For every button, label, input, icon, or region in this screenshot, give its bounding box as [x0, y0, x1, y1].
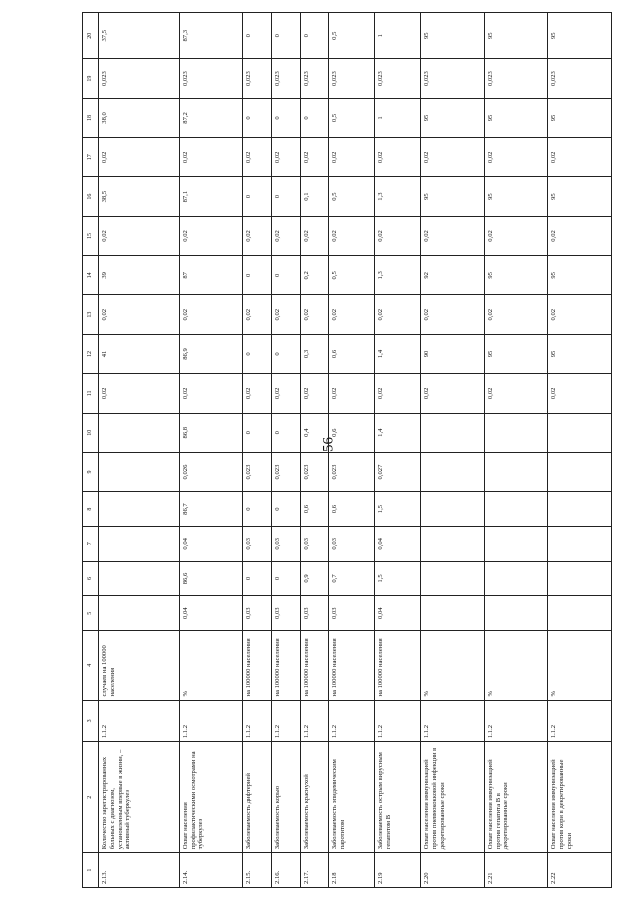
table-cell: 1.1.2 — [329, 700, 375, 742]
table-cell: 95 — [484, 177, 547, 216]
table-cell: 1.1.2 — [300, 700, 329, 742]
table-cell: 95 — [484, 334, 547, 373]
table-cell: 0,03 — [243, 526, 272, 561]
table-cell — [548, 452, 612, 491]
table-cell: 95 — [548, 98, 612, 137]
table-cell: 0,023 — [300, 452, 329, 491]
column-number-cell: 20 — [83, 13, 99, 59]
table-cell — [484, 526, 547, 561]
table-cell: 0,023 — [329, 452, 375, 491]
table-cell: 2.18 — [329, 853, 375, 888]
table-cell: 0,04 — [375, 596, 421, 631]
table-cell: 0,02 — [484, 138, 547, 177]
table-cell: 1.1.2 — [179, 700, 242, 742]
table-cell: 0,02 — [179, 216, 242, 255]
table-cell: 39 — [99, 256, 180, 295]
table-cell: % — [421, 631, 484, 700]
table-cell: 0,1 — [300, 177, 329, 216]
table-row — [421, 13, 484, 888]
table-cell — [548, 413, 612, 452]
column-number-cell: 15 — [83, 216, 99, 255]
table-cell: 0,6 — [329, 413, 375, 452]
table-cell: % — [484, 631, 547, 700]
table-cell: 0,02 — [179, 138, 242, 177]
column-number-cell: 17 — [83, 138, 99, 177]
table-cell: 0,02 — [300, 374, 329, 413]
column-number-cell: 12 — [83, 334, 99, 373]
table-cell — [99, 413, 180, 452]
table-cell: 2.14. — [179, 853, 242, 888]
table-cell: 0,02 — [99, 374, 180, 413]
table-cell: 1.1.2 — [99, 700, 180, 742]
table-cell: на 100000 населения — [375, 631, 421, 700]
table-cell: 0,023 — [272, 452, 301, 491]
table-cell: 0,03 — [329, 596, 375, 631]
table-row — [329, 13, 375, 888]
indicator-name-cell: Заболеваемость корью — [272, 742, 301, 853]
table-cell: 95 — [484, 256, 547, 295]
indicator-name-cell: Заболеваемость эпидемическим паротитом — [329, 742, 375, 853]
table-cell: 2.16. — [272, 853, 301, 888]
table-cell: 0,023 — [300, 59, 329, 98]
table-cell: 1,4 — [375, 334, 421, 373]
table-cell: 90 — [421, 334, 484, 373]
table-row — [548, 13, 612, 888]
table-cell: 0,02 — [375, 295, 421, 334]
table-header-row — [83, 13, 99, 888]
table-cell: на 100000 населения — [329, 631, 375, 700]
table-cell: 0,02 — [329, 295, 375, 334]
table-cell: 0,5 — [329, 13, 375, 59]
table-cell: 0,02 — [272, 138, 301, 177]
table-cell: 0,02 — [548, 374, 612, 413]
table-cell: 0,02 — [421, 138, 484, 177]
table-cell: 0,02 — [421, 295, 484, 334]
table-cell — [484, 596, 547, 631]
table-cell: 2.13. — [99, 853, 180, 888]
table-cell: 86,7 — [179, 492, 242, 527]
table-cell: 0,5 — [329, 256, 375, 295]
table-cell: 0 — [272, 492, 301, 527]
table-cell — [99, 492, 180, 527]
table-cell: 0 — [272, 413, 301, 452]
table-cell: 37,5 — [99, 13, 180, 59]
table-cell: 1,3 — [375, 177, 421, 216]
indicator-name-cell: Заболеваемость острым вирусным гепатитом В — [375, 742, 421, 853]
table-cell: 0 — [272, 177, 301, 216]
table-cell — [99, 452, 180, 491]
column-number-cell: 8 — [83, 492, 99, 527]
column-number-cell: 5 — [83, 596, 99, 631]
table-cell — [484, 413, 547, 452]
table-cell: 0,02 — [484, 295, 547, 334]
table-cell: 95 — [548, 256, 612, 295]
table-cell: 0,02 — [300, 138, 329, 177]
table-cell: 0,02 — [99, 216, 180, 255]
table-cell: 0,04 — [179, 526, 242, 561]
table-cell: 0,02 — [484, 374, 547, 413]
table-cell: 1.1.2 — [484, 700, 547, 742]
table-cell: % — [179, 631, 242, 700]
table-cell: 86,8 — [179, 413, 242, 452]
table-cell: 95 — [421, 98, 484, 137]
table-cell: 0,02 — [421, 374, 484, 413]
column-number-cell: 10 — [83, 413, 99, 452]
table-row — [99, 13, 180, 888]
table-cell: 0,6 — [329, 492, 375, 527]
table-cell: 2.19 — [375, 853, 421, 888]
table-cell — [99, 596, 180, 631]
table-cell: 87,1 — [179, 177, 242, 216]
table-cell: 0,02 — [300, 216, 329, 255]
table-cell: 0,02 — [375, 216, 421, 255]
table-cell: 0,023 — [375, 59, 421, 98]
column-number-cell: 14 — [83, 256, 99, 295]
table-cell: 86,9 — [179, 334, 242, 373]
table-cell: 0 — [243, 98, 272, 137]
table-cell: 0,02 — [243, 216, 272, 255]
column-number-cell: 6 — [83, 561, 99, 596]
table-cell: 0,03 — [272, 526, 301, 561]
table-row — [375, 13, 421, 888]
table-cell: 92 — [421, 256, 484, 295]
table-cell: 0 — [272, 13, 301, 59]
table-cell: % — [548, 631, 612, 700]
table-cell: 0,02 — [421, 216, 484, 255]
table-cell: 0,023 — [329, 59, 375, 98]
table-cell: 0,03 — [329, 526, 375, 561]
table-cell: 0 — [243, 177, 272, 216]
column-number-cell: 1 — [83, 853, 99, 888]
table-cell — [548, 561, 612, 596]
table-cell — [421, 561, 484, 596]
table-cell: 0 — [243, 13, 272, 59]
table-row — [484, 13, 547, 888]
table-cell: 0 — [243, 413, 272, 452]
table-cell: 0,023 — [99, 59, 180, 98]
indicator-name-cell: Охват населения иммунизацией против гепатита В в декретированные сроки — [484, 742, 547, 853]
table-cell: 0 — [300, 13, 329, 59]
column-number-cell: 16 — [83, 177, 99, 216]
table-cell: 87 — [179, 256, 242, 295]
column-number-cell: 2 — [83, 742, 99, 853]
table-cell: 0,02 — [243, 295, 272, 334]
table-cell: 2.20 — [421, 853, 484, 888]
table-cell: 0,02 — [272, 295, 301, 334]
table-cell: 0 — [243, 492, 272, 527]
table-cell: 0 — [243, 561, 272, 596]
table-cell: 0,02 — [99, 295, 180, 334]
column-number-cell: 7 — [83, 526, 99, 561]
column-number-cell: 9 — [83, 452, 99, 491]
table-cell: на 100000 населения — [272, 631, 301, 700]
indicator-name-cell: Заболеваемость краснухой — [300, 742, 329, 853]
table-row — [179, 13, 242, 888]
table-cell — [484, 452, 547, 491]
table-cell: 95 — [421, 13, 484, 59]
column-number-cell: 4 — [83, 631, 99, 700]
rotated-table-frame — [82, 12, 612, 888]
table-cell: 0,027 — [375, 452, 421, 491]
table-cell: 0,02 — [99, 138, 180, 177]
table-cell: 0,02 — [243, 138, 272, 177]
table-cell: 1.1.2 — [421, 700, 484, 742]
table-cell: 0,02 — [300, 295, 329, 334]
table-cell: 0,02 — [329, 216, 375, 255]
indicator-name-cell: Охват населения профилактическими осмотрами на туберкулез — [179, 742, 242, 853]
table-cell: 0,02 — [375, 374, 421, 413]
table-cell: 0,02 — [179, 374, 242, 413]
table-cell: на 100000 населения — [243, 631, 272, 700]
table-cell: 0,03 — [300, 526, 329, 561]
table-cell: 1,4 — [375, 413, 421, 452]
table-cell: 1 — [375, 98, 421, 137]
table-cell: 1,5 — [375, 492, 421, 527]
table-row — [272, 13, 301, 888]
indicator-name-cell: Охват населения иммунизацией против пневмококковой инфекции в декретированные сроки — [421, 742, 484, 853]
table-cell: 0,023 — [179, 59, 242, 98]
table-cell: 0,5 — [329, 177, 375, 216]
table-cell: 0,7 — [329, 561, 375, 596]
table-cell: 0,03 — [272, 596, 301, 631]
table-cell: 0,023 — [243, 452, 272, 491]
table-cell — [484, 561, 547, 596]
table-cell: 87,2 — [179, 98, 242, 137]
table-cell: 0,6 — [329, 334, 375, 373]
column-number-cell: 19 — [83, 59, 99, 98]
table-cell: 1.1.2 — [243, 700, 272, 742]
table-cell: 0,02 — [375, 138, 421, 177]
table-cell: 0,023 — [272, 59, 301, 98]
indicator-name-cell: Охват населения иммунизацией против кори в декретированные сроки — [548, 742, 612, 853]
table-cell: 0,02 — [548, 216, 612, 255]
table-cell: 0,5 — [329, 98, 375, 137]
table-cell: 0 — [272, 98, 301, 137]
table-cell: 0,04 — [179, 596, 242, 631]
table-cell: 0,03 — [300, 596, 329, 631]
indicator-name-cell: Заболеваемость дифтерией — [243, 742, 272, 853]
table-cell: 38,0 — [99, 98, 180, 137]
table-row — [300, 13, 329, 888]
indicator-name-cell: Количество зарегистрированных больных с диагнозом, установленным впервые в жизни, – активный туберкулез — [99, 742, 180, 853]
column-number-cell: 18 — [83, 98, 99, 137]
table-cell — [99, 561, 180, 596]
table-cell: 0,04 — [375, 526, 421, 561]
table-cell — [548, 492, 612, 527]
table-cell: 0,03 — [243, 596, 272, 631]
table-cell: 0 — [272, 256, 301, 295]
table-cell: 0,02 — [548, 295, 612, 334]
table-cell: 0,023 — [421, 59, 484, 98]
table-row — [243, 13, 272, 888]
table-cell — [421, 452, 484, 491]
table-cell: на 100000 населения — [300, 631, 329, 700]
table-cell: случаев на 100000 населения — [99, 631, 180, 700]
table-cell — [99, 526, 180, 561]
table-cell: 0,9 — [300, 561, 329, 596]
table-cell: 0 — [243, 334, 272, 373]
table-cell: 41 — [99, 334, 180, 373]
table-cell — [484, 492, 547, 527]
table-cell: 0,4 — [300, 413, 329, 452]
table-cell: 0,026 — [179, 452, 242, 491]
table-cell: 0,02 — [329, 138, 375, 177]
table-cell: 1,5 — [375, 561, 421, 596]
table-cell: 1.1.2 — [272, 700, 301, 742]
table-cell: 0,023 — [243, 59, 272, 98]
table-cell: 1,3 — [375, 256, 421, 295]
table-cell: 2.17. — [300, 853, 329, 888]
table-cell: 0 — [272, 561, 301, 596]
table-cell: 0,02 — [484, 216, 547, 255]
table-cell: 0,02 — [272, 374, 301, 413]
column-number-cell: 11 — [83, 374, 99, 413]
table-cell: 0,02 — [179, 295, 242, 334]
table-cell — [548, 596, 612, 631]
table-cell: 0 — [272, 334, 301, 373]
table-cell: 38,5 — [99, 177, 180, 216]
table-cell: 0,02 — [329, 374, 375, 413]
table-cell: 1.1.2 — [548, 700, 612, 742]
table-cell — [421, 492, 484, 527]
table-cell — [421, 596, 484, 631]
column-number-cell: 3 — [83, 700, 99, 742]
table-cell: 0,02 — [243, 374, 272, 413]
table-cell: 0,023 — [548, 59, 612, 98]
page-number: 56 — [320, 437, 337, 452]
table-cell — [421, 413, 484, 452]
table-cell: 0,6 — [300, 492, 329, 527]
table-cell: 0,2 — [300, 256, 329, 295]
table-cell: 87,3 — [179, 13, 242, 59]
table-cell: 95 — [421, 177, 484, 216]
table-cell: 0,3 — [300, 334, 329, 373]
table-cell: 1 — [375, 13, 421, 59]
table-cell: 95 — [548, 177, 612, 216]
table-cell: 95 — [484, 13, 547, 59]
rotated-table-sheet — [82, 12, 612, 888]
table-cell — [421, 526, 484, 561]
table-cell: 0,02 — [548, 138, 612, 177]
table-cell: 95 — [548, 334, 612, 373]
table-cell: 2.22 — [548, 853, 612, 888]
table-cell: 86,6 — [179, 561, 242, 596]
indicator-table — [82, 12, 612, 888]
table-cell: 0,02 — [272, 216, 301, 255]
table-cell: 2.15. — [243, 853, 272, 888]
table-cell — [548, 526, 612, 561]
table-cell: 95 — [484, 98, 547, 137]
column-number-cell: 13 — [83, 295, 99, 334]
table-cell: 0 — [300, 98, 329, 137]
table-cell: 2.21 — [484, 853, 547, 888]
table-cell: 0,023 — [484, 59, 547, 98]
table-cell: 95 — [548, 13, 612, 59]
table-cell: 1.1.2 — [375, 700, 421, 742]
table-cell: 0 — [243, 256, 272, 295]
